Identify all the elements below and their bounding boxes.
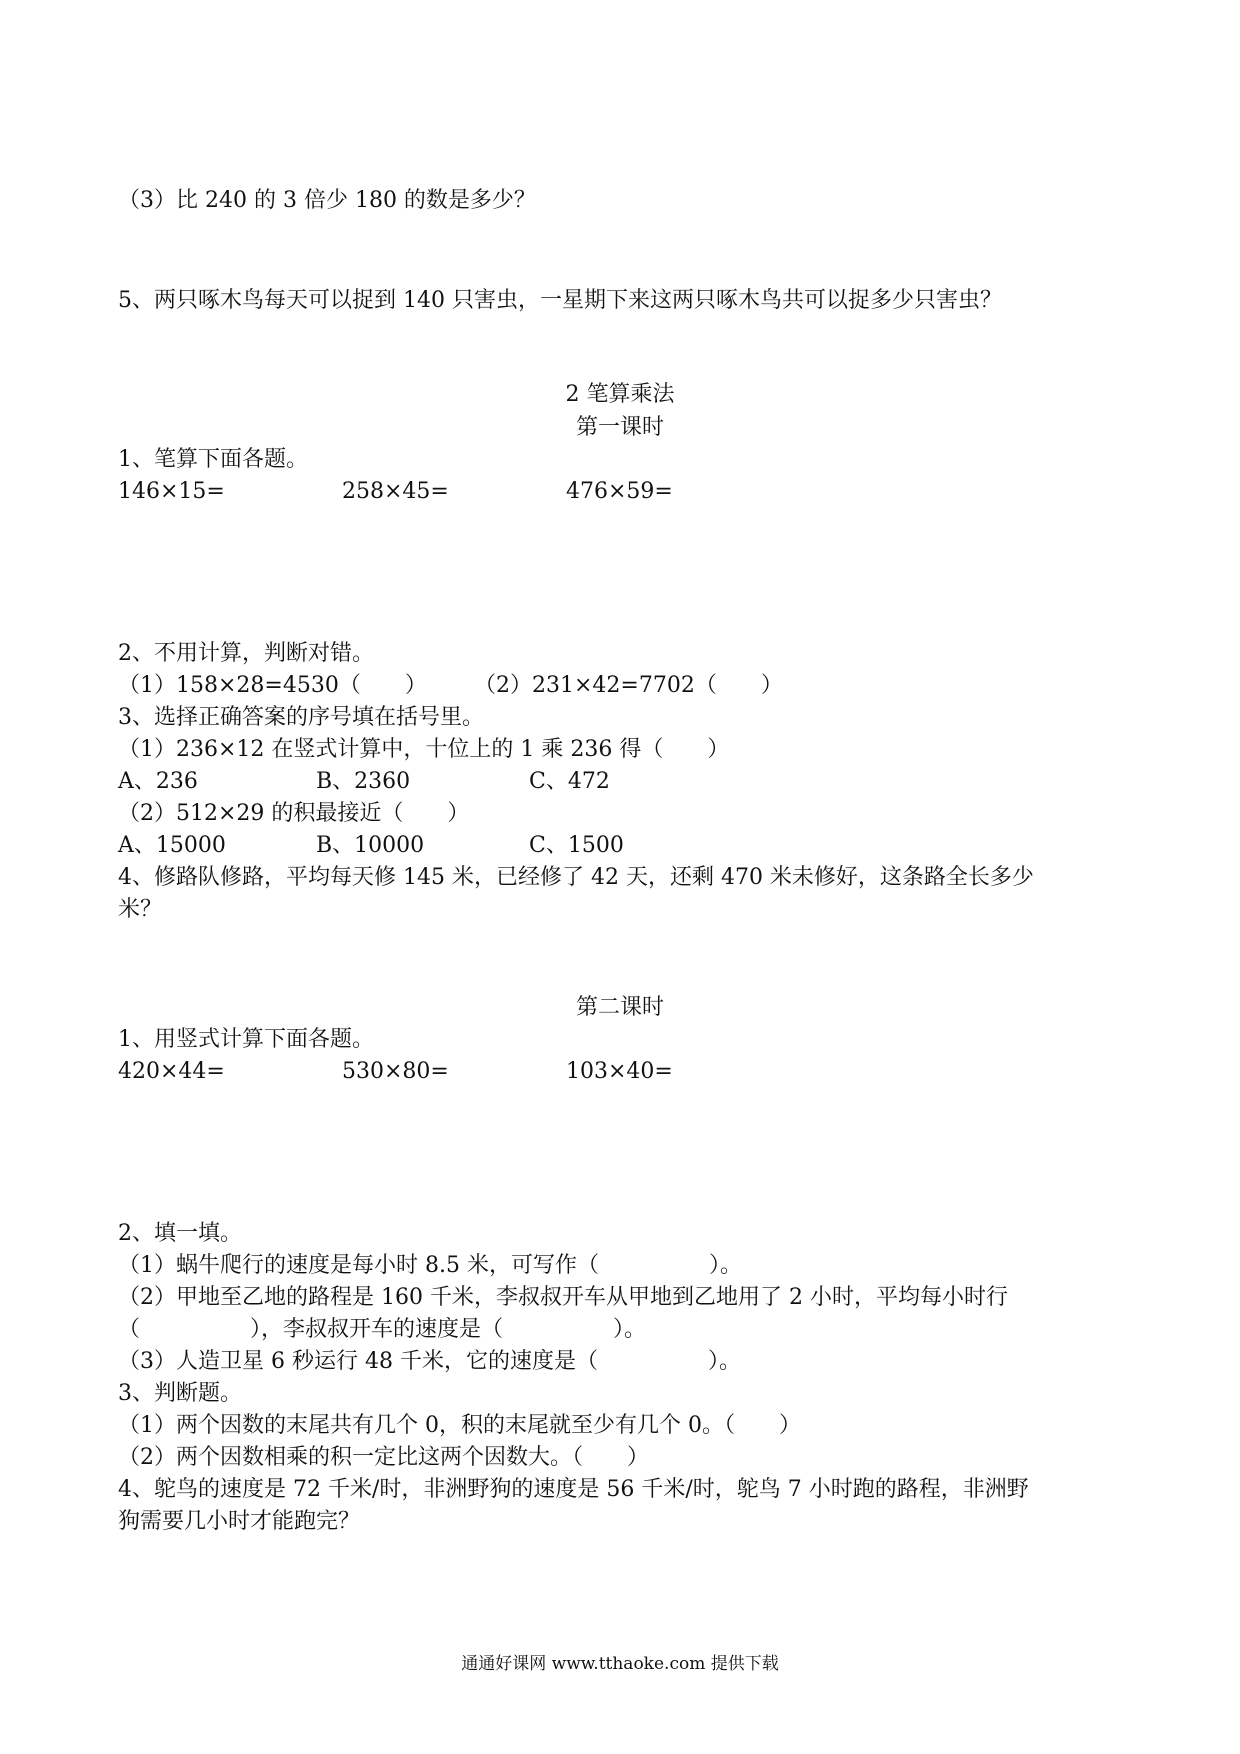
lesson2-q2-sub3: （3）人造卫星 6 秒运行 48 千米，它的速度是（ ）。 [118,1349,741,1374]
lesson1-q2-item: （2）231×42=7702（ ） [474,673,783,698]
lesson2-q1-item: 103×40= [566,1059,673,1084]
chapter-title: 2 笔算乘法 [565,382,675,407]
lesson2-q2-prompt: 2、填一填。 [118,1221,242,1246]
lesson2-q1-item: 420×44= [118,1059,225,1084]
lesson2-q1-prompt: 1、用竖式计算下面各题。 [118,1027,374,1052]
lesson2-q2-sub2-line1: （2）甲地至乙地的路程是 160 千米，李叔叔开车从甲地到乙地用了 2 小时，平均每小时行 [118,1285,1008,1310]
page-footer: 通通好课网 www.tthaoke.com 提供下载 [461,1654,779,1674]
lesson1-q3-option: C、1500 [529,833,624,858]
lesson2-q4-line2: 狗需要几小时才能跑完？ [118,1509,361,1534]
lesson1-q3-option: B、2360 [316,769,411,794]
lesson1-q2-prompt: 2、不用计算，判断对错。 [118,641,374,666]
lesson2-q3-sub1: （1）两个因数的末尾共有几个 0，积的末尾就至少有几个 0。（ ） [118,1413,801,1438]
lesson1-q4-line2: 米？ [118,897,163,922]
lesson1-q3-option: A、236 [118,769,198,794]
lesson1-title: 第一课时 [575,415,664,440]
lesson2-q3-sub2: （2）两个因数相乘的积一定比这两个因数大。（ ） [118,1445,649,1470]
lesson1-q1-prompt: 1、笔算下面各题。 [118,447,308,472]
lesson1-q3-option: B、10000 [316,833,425,858]
lesson1-q3-option: C、472 [529,769,610,794]
lesson1-q3-sub1: （1）236×12 在竖式计算中，十位上的 1 乘 236 得（ ） [118,737,730,762]
lesson1-q3-prompt: 3、选择正确答案的序号填在括号里。 [118,705,484,730]
lesson2-q2-sub1: （1）蜗牛爬行的速度是每小时 8.5 米，可写作（ ）。 [118,1253,742,1278]
lesson1-q3-sub2: （2）512×29 的积最接近（ ） [118,801,470,826]
lesson2-title: 第二课时 [575,995,664,1020]
lesson1-q4-line1: 4、修路队修路，平均每天修 145 米，已经修了 42 天，还剩 470 米未修好，这条路全长多少 [118,865,1034,890]
lesson2-q1-item: 530×80= [342,1059,449,1084]
lesson1-q1-item: 258×45= [342,479,449,504]
lesson1-q2-item: （1）158×28=4530（ ） [118,673,427,698]
lesson1-q1-item: 476×59= [566,479,673,504]
lesson2-q3-prompt: 3、判断题。 [118,1381,242,1406]
lesson1-q3-option: A、15000 [118,833,226,858]
question-3-item: （3）比 240 的 3 倍少 180 的数是多少？ [118,188,536,213]
lesson2-q2-sub2-line2: （ ），李叔叔开车的速度是（ ）。 [118,1317,647,1342]
lesson1-q1-item: 146×15= [118,479,225,504]
lesson2-q4-line1: 4、鸵鸟的速度是 72 千米/时，非洲野狗的速度是 56 千米/时，鸵鸟 7 小时跑的路程，非洲野 [118,1477,1029,1502]
question-5: 5、两只啄木鸟每天可以捉到 140 只害虫，一星期下来这两只啄木鸟共可以捉多少只害虫？ [118,288,1002,313]
